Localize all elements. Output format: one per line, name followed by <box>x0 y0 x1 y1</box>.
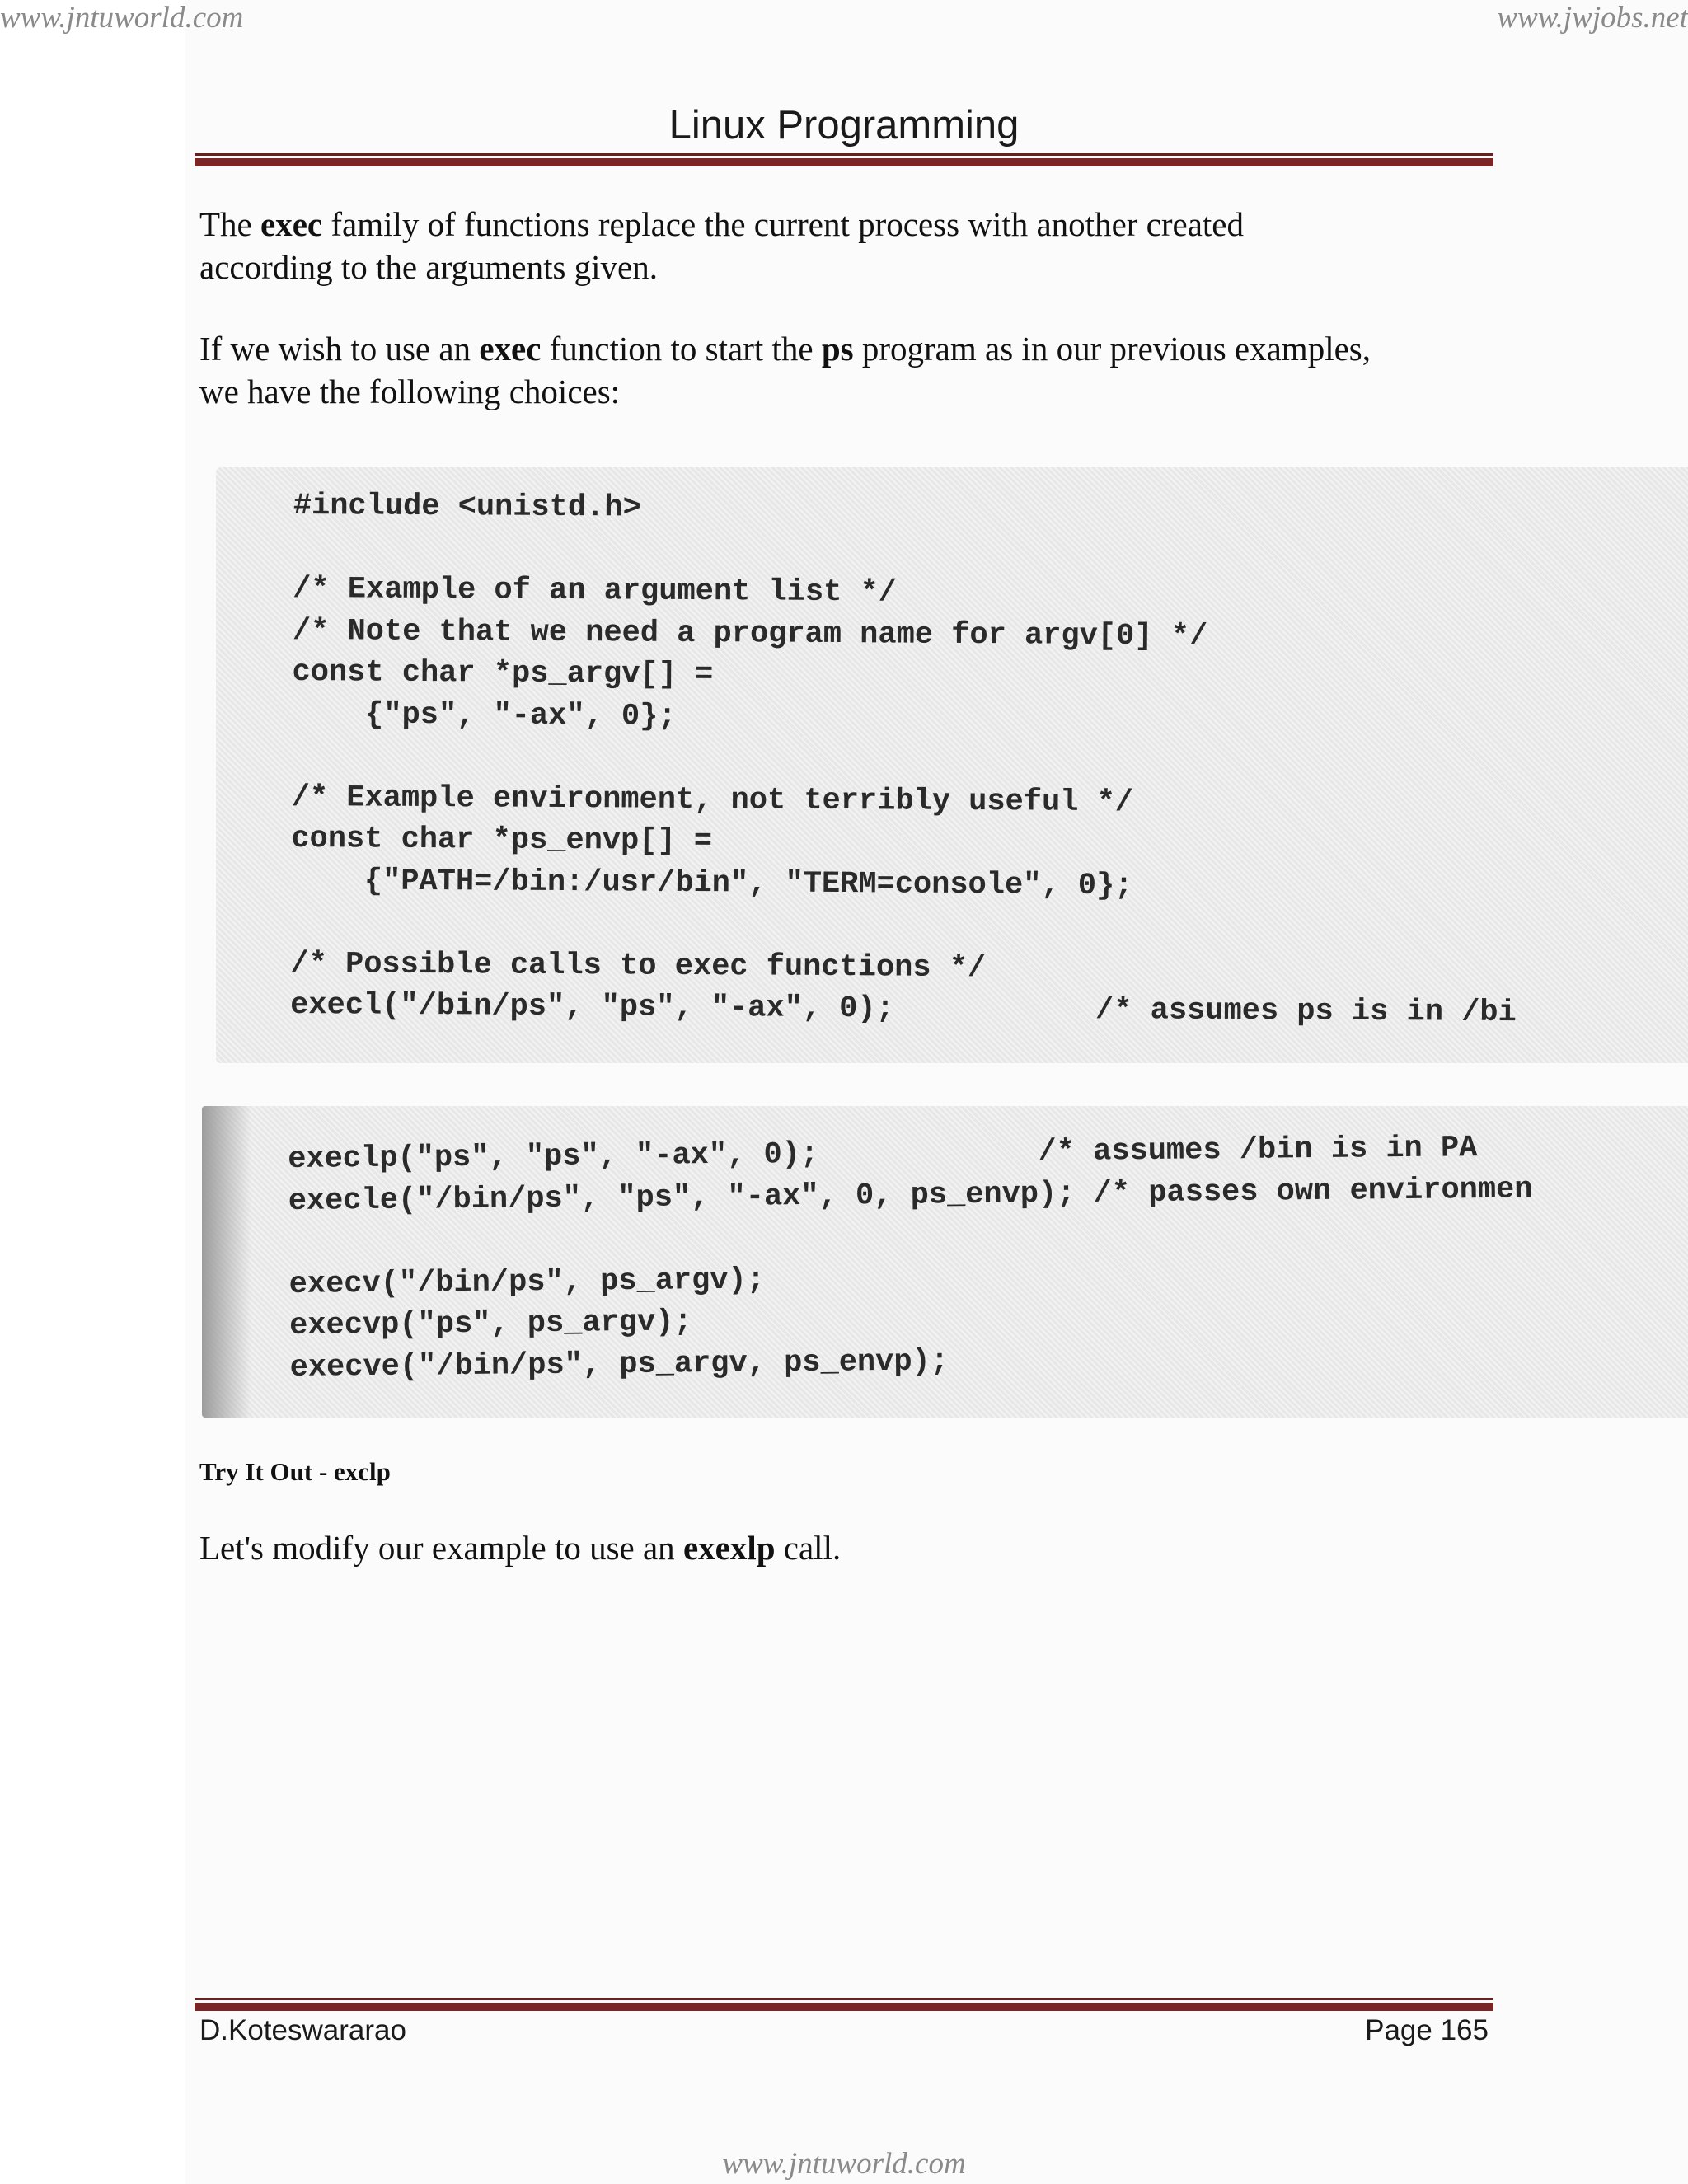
try-it-out-heading: Try It Out - exclp <box>199 1457 391 1486</box>
page-title: Linux Programming <box>668 103 1020 148</box>
footer-rule-thin <box>195 1998 1493 2000</box>
code-listing-exec-declarations <box>216 467 1688 1063</box>
paragraph-modify-example: Let's modify our example to use an exexlp call. <box>199 1529 842 1567</box>
header-rule-thick <box>195 158 1493 166</box>
watermark-link-top-right[interactable]: www.jwjobs.net <box>1497 1 1688 35</box>
code-text-2: execlp("ps", "ps", "-ax", 0); /* assumes /bin is in PA execle("/bin/ps", "ps", "-ax", 0, ps_envp); /* passes own environmen execv("/bin/ps", ps_argv); execvp("ps", ps_argv); execve("/bin/ps", ps_argv, ps_envp); <box>288 1131 1533 1385</box>
watermark-link-top-left[interactable]: www.jntuworld.com <box>0 1 244 35</box>
footer-rule-thick <box>195 2003 1493 2011</box>
code-text-1: #include <unistd.h> /* Example of an argument list */ /* Note that we need a program name for argv[0] */ const char *ps_argv[] = {"ps", "-ax", 0}; /* Example environment, not terribly useful */ const char *ps_envp[] = {"PATH=/bin:/usr/bin", "TERM=console", 0}; /* Possible calls to exec functions */ execl("/bin/ps", "ps", "-ax", 0); /* assumes ps is in /bi <box>290 488 1517 1031</box>
footer-author: D.Koteswararao <box>199 2014 406 2046</box>
footer-page-number: Page 165 <box>1365 2014 1489 2046</box>
code-listing-exec-calls <box>202 1106 1688 1418</box>
paragraph-exec-family: The exec family of functions replace the current process with another created according to the arguments given. <box>199 205 1245 286</box>
paragraph-exec-choices: If we wish to use an exec function to start the ps program as in our previous examples, we have the following choices: <box>199 330 1371 410</box>
watermark-link-bottom[interactable]: www.jntuworld.com <box>722 2147 966 2181</box>
header-rule-thin <box>195 153 1493 156</box>
